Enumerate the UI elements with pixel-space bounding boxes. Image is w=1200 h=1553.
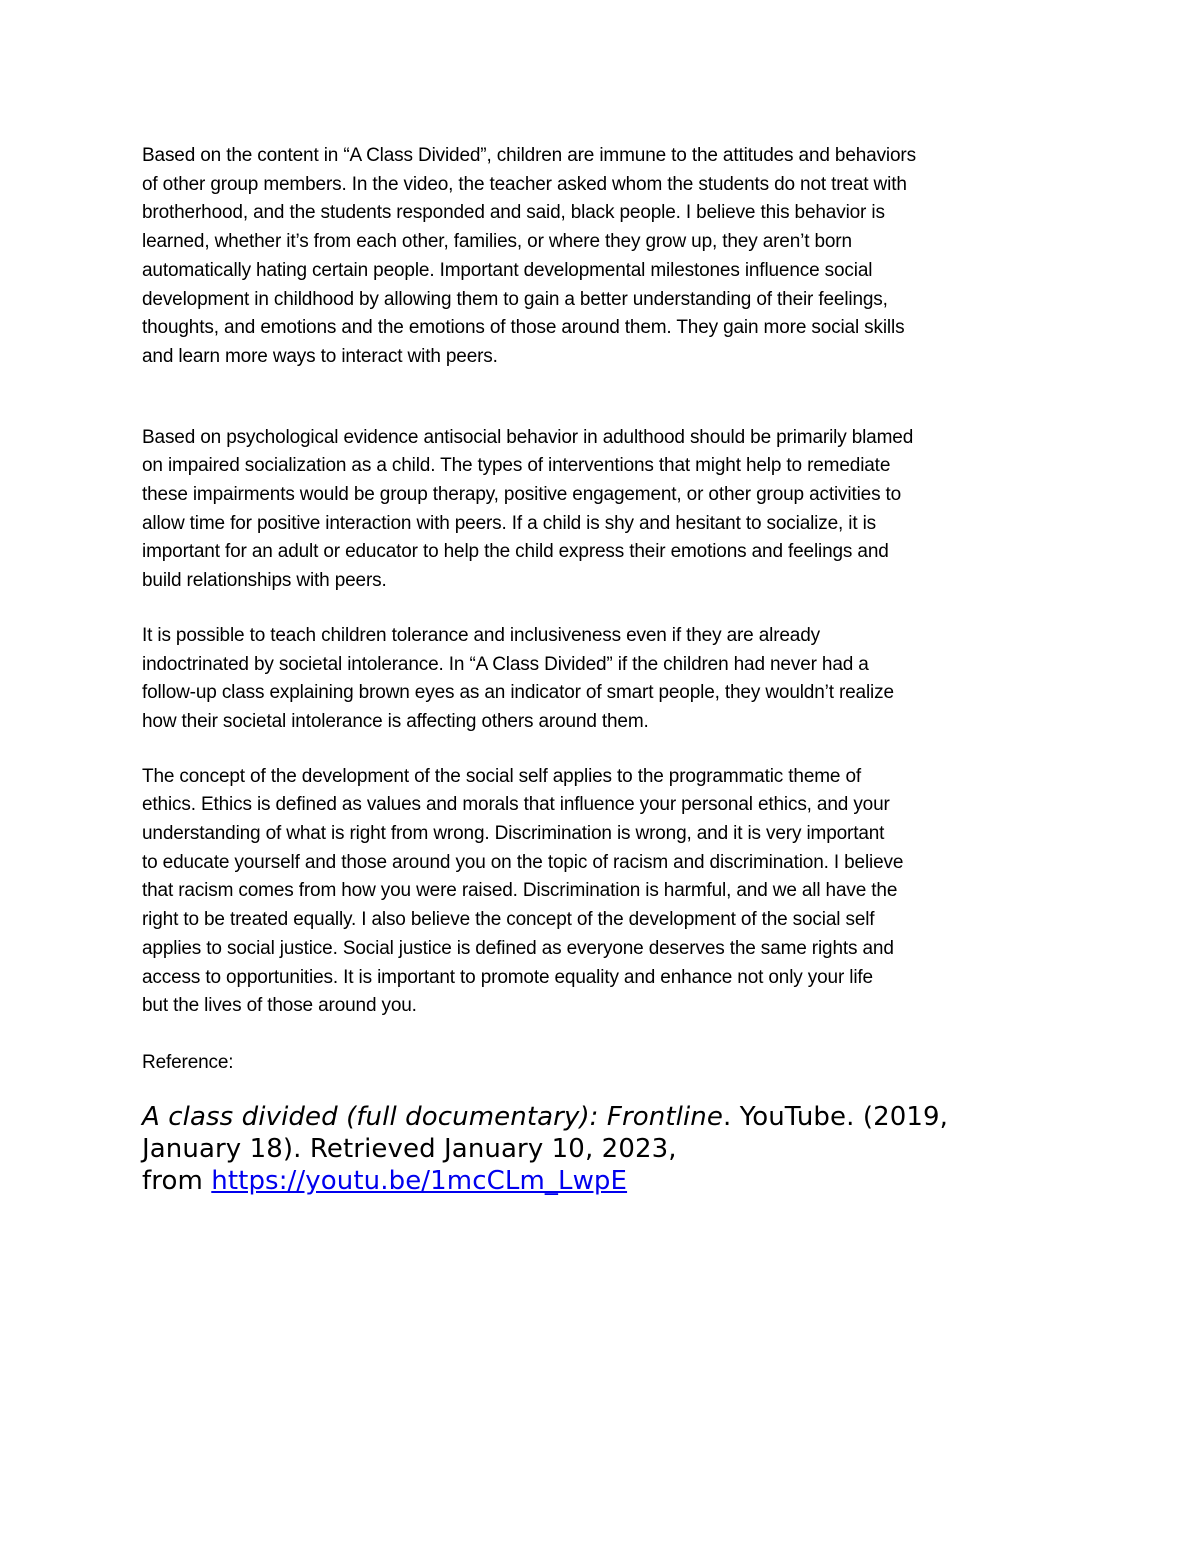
paragraph-class-divided: Based on the content in “A Class Divided”, children are immune to the attitudes and behaviors of other group members. In the video, the teacher asked whom the students do not treat with brotherhood, and the students responded and said, black people. I believe this behavior is learned, whether it’s from each other, families, or where they grow up, they aren’t born automatically hating certain people. Important developmental milestones influence social development in childhood by allowing them to gain a better understanding of their feelings, thoughts, and emotions and the emotions of those around them. They gain more social skills and learn more ways to interact with peers. — [142, 145, 916, 367]
citation-link[interactable]: https://youtu.be/1mcCLm_LwpE — [211, 1165, 628, 1196]
reference-citation — [142, 1101, 1062, 1197]
reference-label: Reference: — [142, 1051, 234, 1073]
paragraph-tolerance: It is possible to teach children tolerance and inclusiveness even if they are already indoctrinated by societal intolerance. In “A Class Divided” if the children had never had a follow-up class explaining brown eyes as an indicator of smart people, they wouldn’t realize how their societal intolerance is affecting others around them. — [142, 624, 894, 732]
citation-details: . YouTube. (2019, January 18). Retrieved January 10, 2023, from — [142, 1101, 949, 1196]
document-body — [142, 140, 1062, 1223]
paragraph-ethics: The concept of the development of the social self applies to the programmatic theme of ethics. Ethics is defined as values and morals that influence your personal ethics, and your understanding of what is right from wrong. Discrimination is wrong, and it is very important to educate yourself and those around you on the topic of racism and discrimination. I believe that racism comes from how you were raised. Discrimination is harmful, and we all have the right to be treated equally. I also believe the concept of the development of the social self applies to social justice. Social justice is defined as everyone deserves the same rights and access to opportunities. It is important to promote equality and enhance not only your life but the lives of those around you. — [142, 765, 904, 1017]
citation-title: A class divided (full documentary): Frontline — [142, 1101, 723, 1132]
paragraph-antisocial-behavior: Based on psychological evidence antisocial behavior in adulthood should be primarily blamed on impaired socialization as a child. The types of interventions that might help to remediate these impairments would be group therapy, positive engagement, or other group activities to allow time for positive interaction with peers. If a child is shy and hesitant to socialize, it is important for an adult or educator to help the child express their emotions and feelings and build relationships with peers. — [142, 426, 914, 592]
